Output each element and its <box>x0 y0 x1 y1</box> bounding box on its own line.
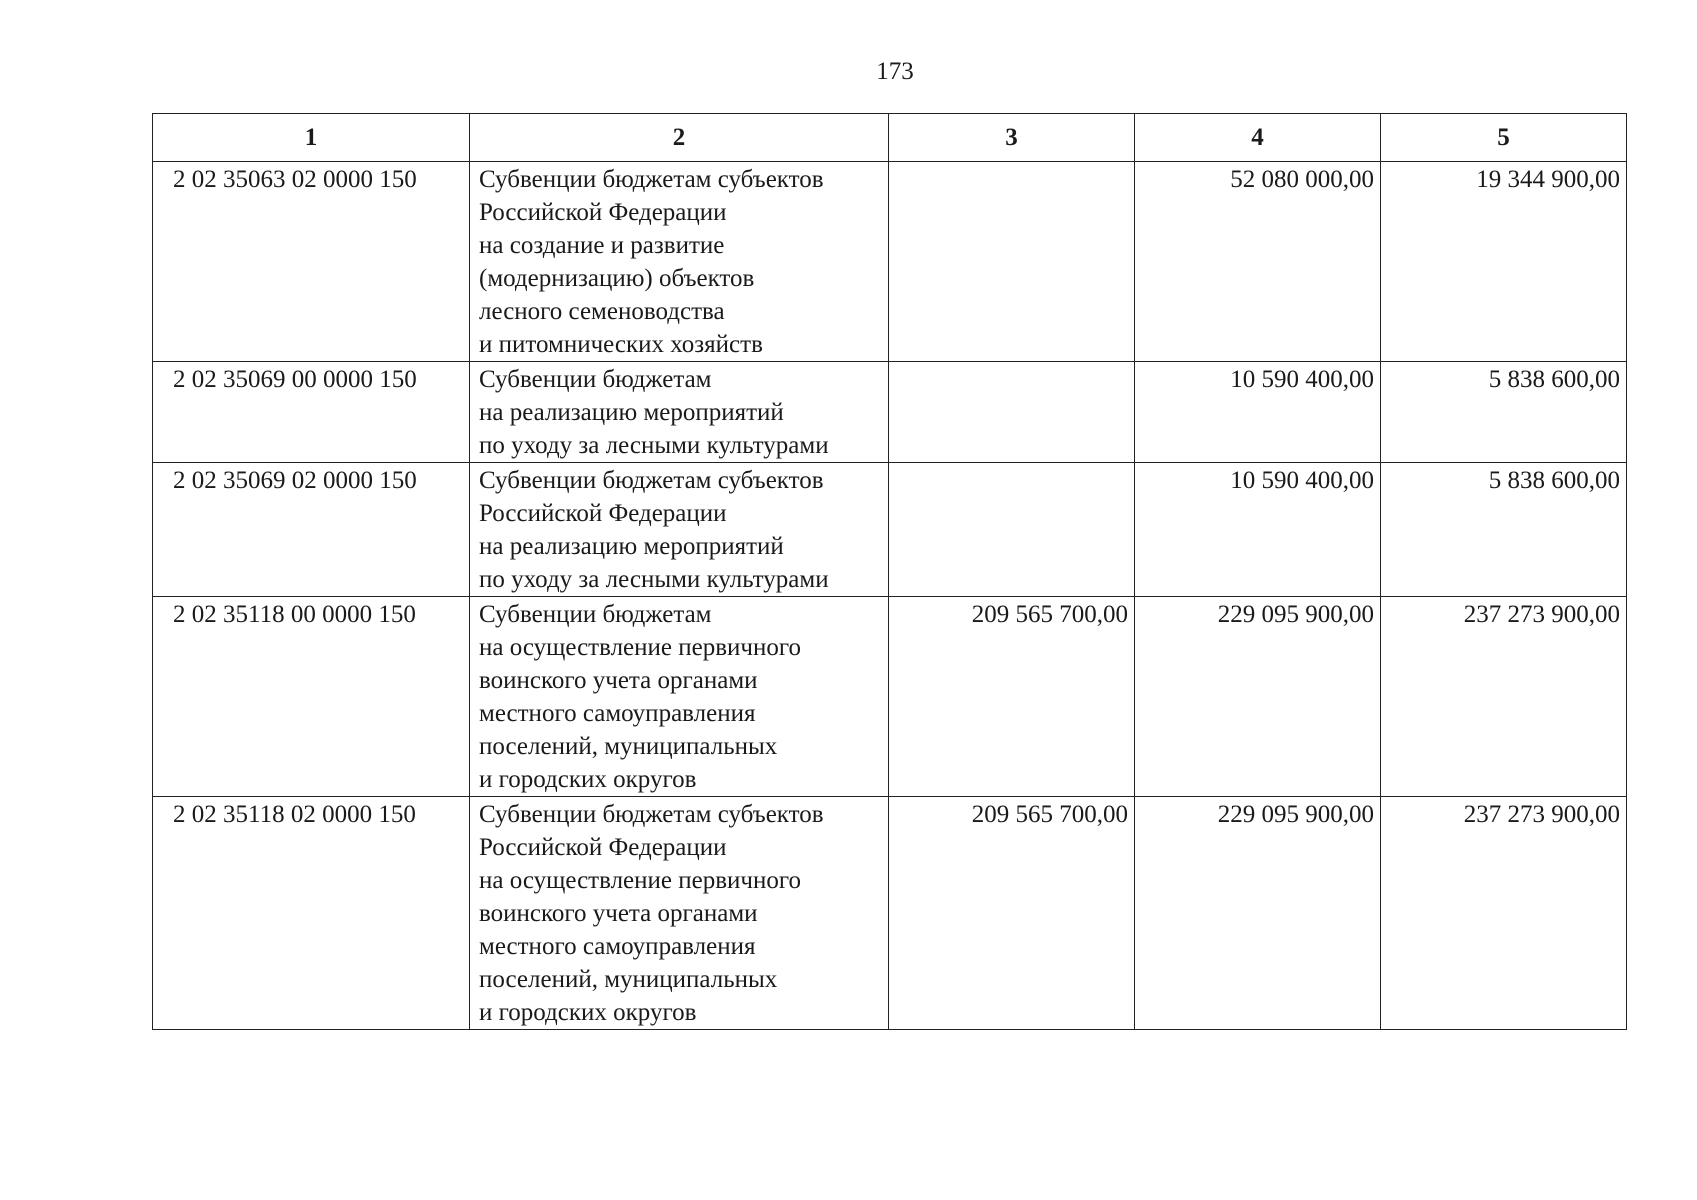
table-row <box>153 597 1627 797</box>
row-col-5: 19 344 900,00 <box>1381 162 1627 362</box>
row-col-5: 5 838 600,00 <box>1381 362 1627 463</box>
table-row <box>153 797 1627 1030</box>
row-col-4: 229 095 900,00 <box>1135 797 1381 1030</box>
header-row <box>153 114 1627 162</box>
row-name: Субвенции бюджетам на осуществление первичного воинского учета органами местного самоуправления поселений, муниципальных и городских округов <box>470 597 889 797</box>
row-col-3: 209 565 700,00 <box>889 797 1135 1030</box>
header-col-2: 2 <box>470 114 889 162</box>
row-name: Субвенции бюджетам субъектов Российской Федерации на создание и развитие (модернизацию) объектов лесного семеноводства и питомнических хозяйств <box>470 162 889 362</box>
header-col-4: 4 <box>1135 114 1381 162</box>
row-name: Субвенции бюджетам субъектов Российской Федерации на осуществление первичного воинского учета органами местного самоуправления поселений, муниципальных и городских округов <box>470 797 889 1030</box>
header-col-5: 5 <box>1381 114 1627 162</box>
row-col-4: 52 080 000,00 <box>1135 162 1381 362</box>
row-name: Субвенции бюджетам на реализацию мероприятий по уходу за лесными культурами <box>470 362 889 463</box>
table-row <box>153 362 1627 463</box>
row-col-4: 229 095 900,00 <box>1135 597 1381 797</box>
header-col-1: 1 <box>153 114 470 162</box>
row-col-3 <box>889 463 1135 597</box>
row-col-3: 209 565 700,00 <box>889 597 1135 797</box>
row-col-4: 10 590 400,00 <box>1135 362 1381 463</box>
row-code: 2 02 35063 02 0000 150 <box>153 162 470 362</box>
row-col-5: 5 838 600,00 <box>1381 463 1627 597</box>
header-col-3: 3 <box>889 114 1135 162</box>
row-code: 2 02 35069 00 0000 150 <box>153 362 470 463</box>
table-row <box>153 162 1627 362</box>
row-code: 2 02 35118 00 0000 150 <box>153 597 470 797</box>
row-name: Субвенции бюджетам субъектов Российской Федерации на реализацию мероприятий по уходу за лесными культурами <box>470 463 889 597</box>
row-col-3 <box>889 362 1135 463</box>
row-col-5: 237 273 900,00 <box>1381 797 1627 1030</box>
budget-table <box>152 113 1627 1030</box>
table-row <box>153 463 1627 597</box>
row-code: 2 02 35069 02 0000 150 <box>153 463 470 597</box>
row-code: 2 02 35118 02 0000 150 <box>153 797 470 1030</box>
row-col-5: 237 273 900,00 <box>1381 597 1627 797</box>
row-col-3 <box>889 162 1135 362</box>
page-number: 173 <box>876 58 914 85</box>
row-col-4: 10 590 400,00 <box>1135 463 1381 597</box>
